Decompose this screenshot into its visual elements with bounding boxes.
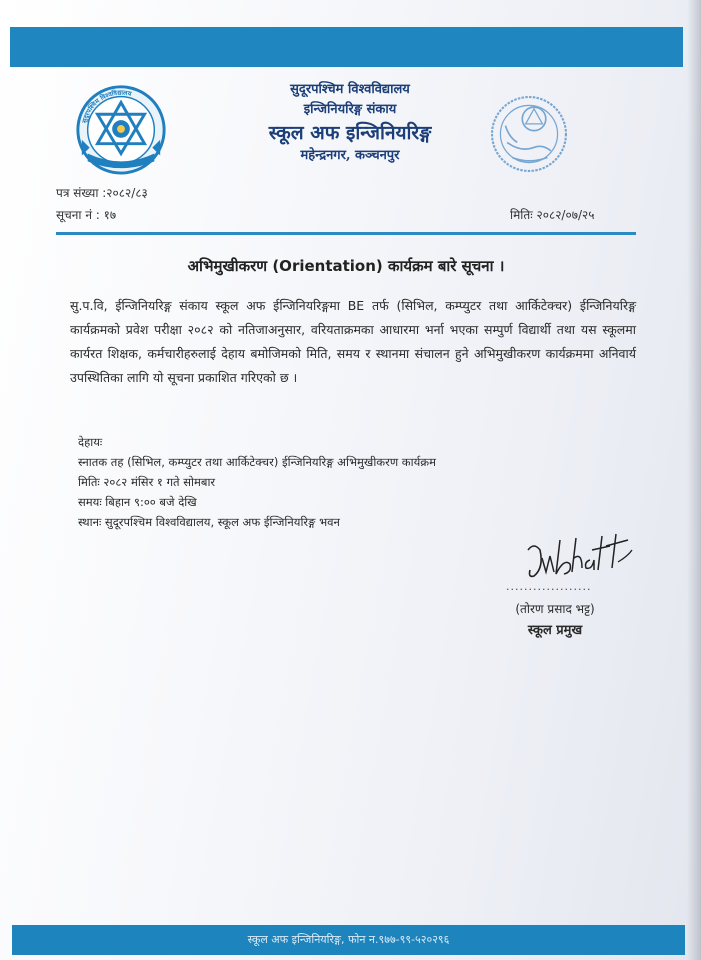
school-name: स्कूल अफ इन्जिनियरिङ्ग xyxy=(268,122,432,144)
notice-number: सूचना नं : १७ xyxy=(56,208,117,222)
faculty-name: इन्जिनियरिङ्ग संकाय xyxy=(303,102,397,117)
notice-date: मितिः २०८२/०७/२५ xyxy=(510,208,595,222)
letter-number: पत्र संख्या :२०८२/८३ xyxy=(56,186,148,200)
program-time: समयः बिहान ९:०० बजे देखि xyxy=(78,495,197,509)
program-details xyxy=(78,432,436,532)
signatory-block xyxy=(500,598,610,642)
program-venue: स्थानः सुदूरपश्चिम विश्वविद्यालय, स्कूल अफ ईन्जिनियरिङ्ग भवन xyxy=(78,515,340,529)
university-name: सुदूरपश्चिम विश्वविद्यालय xyxy=(290,82,410,97)
header-divider xyxy=(56,232,636,235)
footer-contact: स्कूल अफ इन्जिनियरिङ्ग, फोन न.९७७-९९-५२०२९६ xyxy=(247,933,450,946)
program-date: मितिः २०८२ मंसिर १ गते सोमबार xyxy=(78,475,216,489)
page-edge-shadow xyxy=(687,0,701,960)
top-color-band xyxy=(10,27,683,67)
notice-body: सु.प.वि, ईन्जिनियरिङ्ग संकाय स्कूल अफ ईन्जिनियरिङ्गमा BE तर्फ (सिभिल, कम्प्युटर तथा आर्किटेक्चर) ईन्जिनियरिङ्ग कार्यक्रमको प्रवेश परीक्षा २०८२ को नतिजाअनुसार, वरियताक्रमका आधारमा भर्ना भएका सम्पुर्ण विद्यार्थी तथा यस स्कूलमा कार्यरत शिक्षक, कर्मचारीहरुलाई देहाय बमोजिमको मिति, समय र स्थानमा संचालन हुने अभिमुखीकरण कार्यक्रममा अनिवार्य उपस्थितिका लागि यो सूचना प्रकाशित गरिएको छ । xyxy=(70,298,636,385)
svg-text:सुदूरपश्चिम विश्वविद्यालय: सुदूरपश्चिम विश्वविद्यालय xyxy=(80,88,133,124)
footer-band xyxy=(12,925,685,955)
signature-line: ................... xyxy=(506,580,592,593)
signatory-name: (तोरण प्रसाद भट्ट) xyxy=(515,602,595,616)
handwritten-signature-icon xyxy=(520,528,640,588)
university-logo-icon xyxy=(72,79,170,177)
notice-subject: अभिमुखीकरण (Orientation) कार्यक्रम बारे सूचना । xyxy=(187,257,505,275)
signatory-title: स्कूल प्रमुख xyxy=(527,623,583,638)
school-address: महेन्द्रनगर, कञ्चनपुर xyxy=(300,148,400,163)
details-heading: देहायः xyxy=(78,435,103,449)
letterhead xyxy=(200,80,500,166)
program-name: स्नातक तह (सिभिल, कम्प्युटर तथा आर्किटेक्चर) ईन्जिनियरिङ्ग अभिमुखीकरण कार्यक्रम xyxy=(78,455,436,469)
school-seal-icon xyxy=(487,92,571,176)
